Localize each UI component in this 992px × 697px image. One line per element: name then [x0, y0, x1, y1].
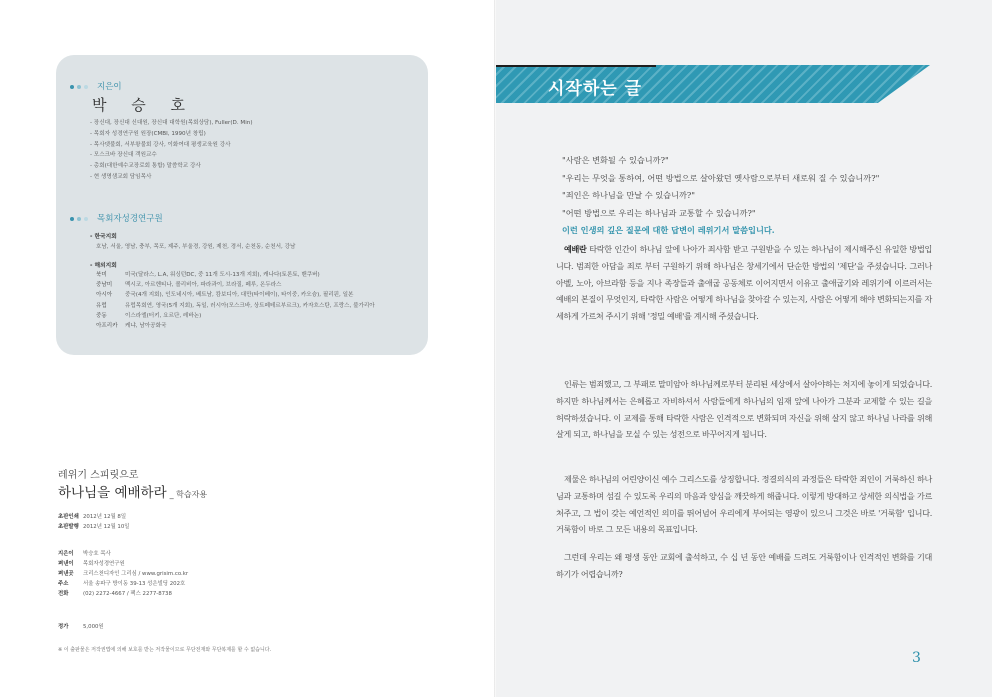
publisher-row: [58, 559, 188, 569]
publisher-value: 박승호 목사: [83, 551, 111, 557]
bullet-dots-icon: [70, 82, 91, 92]
print-key: 초판인쇄: [58, 514, 79, 520]
overseas-row: [96, 290, 375, 300]
publisher-key: 지은이: [58, 551, 74, 557]
domestic-branches-label: - 한국지회: [90, 234, 117, 240]
chapter-title: 시작하는 글: [548, 79, 643, 99]
print-row: [58, 522, 130, 532]
overseas-region: 유럽: [96, 302, 107, 309]
question-line: "우리는 무엇을 통하여, 어떤 방법으로 살아왔던 옛사람으로부터 새로워 질 수 있습니까?": [562, 172, 880, 183]
overseas-region: 중남미: [96, 282, 113, 289]
bio-item: - 장신대, 장신대 신대원, 장신대 대학원(목회상담), Fuller(D. Min): [90, 118, 253, 129]
overseas-branches: 중국(4개 지회), 인도네시아, 베트남, 캄보디아, 대만(타이베이), 타이중, 카오슝), 필리핀, 일본: [125, 292, 354, 299]
question-line: "어떤 방법으로 우리는 하나님과 교통할 수 있습니까?": [562, 207, 756, 218]
question-line: "죄인은 하나님을 만날 수 있습니까?": [562, 190, 696, 200]
publisher-row: [58, 569, 188, 579]
publisher-row: [58, 549, 188, 559]
author-section-title: 지은이: [97, 82, 122, 92]
overseas-branches-list: [96, 270, 375, 331]
price: [58, 622, 104, 630]
bio-item: - 총회(대한예수교장로회 통합) 말씀학교 강사: [90, 161, 253, 172]
overseas-row: [96, 270, 375, 280]
author-section-heading: [70, 80, 122, 92]
bio-item: - 모스크바 장신대 객원교수: [90, 150, 253, 161]
body-paragraph-2: 인류는 범죄했고, 그 부패로 말미암아 하나님께로부터 분리된 세상에서 살아야하는 처지에 놓이게 되었습니다. 하지만 하나님께서는 은혜롭고 자비하셔서 사람들에게 하나님의 임재 앞에 나아가 그분과 교제할 수 있는 길을 허락하셨습니다. 이 교제를 통해 타락한 사람은 인격적으로 변화되며 자신을 위해 살지 않고 하나님 나라를 위해 살게 되고, 하나님을 모실 수 있는 성전으로 바꾸어지게 됩니다.: [556, 379, 932, 440]
overseas-branches: 미국(달라스, L.A, 워싱턴DC, 중 11개 도시-13개 지회), 캐나다(토론토, 밴쿠버): [125, 272, 320, 278]
author-name: 박 승 호: [92, 96, 196, 114]
overseas-region: 중동: [96, 312, 107, 319]
page-number: 3: [912, 650, 921, 666]
bio-item: - 목사댓불회, 서부왕불회 강사, 이화여대 평생교육원 강사: [90, 140, 253, 151]
overseas-row: [96, 301, 375, 311]
price-value: 5,000원: [83, 624, 104, 630]
publisher-info: [58, 549, 188, 599]
print-key: 초판발행: [58, 524, 79, 530]
right-page: [496, 0, 992, 697]
question-answer: 이런 인생의 깊은 질문에 대한 답변이 레위기서 말씀입니다.: [562, 225, 775, 235]
bio-item: - 목회자 성경연구원 원장(CMBI, 1990년 창립): [90, 129, 253, 140]
publisher-value: 크리스천디자인 그리심 / www.grisim.co.kr: [83, 571, 189, 577]
book-series: 레위기 스피릿으로: [58, 470, 139, 481]
overseas-region: 아프리카: [96, 323, 118, 330]
book-title-suffix: _ 학습자용: [169, 490, 208, 499]
overseas-branches-label: - 해외지회: [90, 263, 117, 269]
header-rule: [496, 65, 656, 67]
bullet-dots-icon: [70, 214, 91, 224]
publisher-row: [58, 579, 188, 589]
publisher-key: 펴낸곳: [58, 571, 74, 577]
price-key: 정가: [58, 624, 69, 630]
print-row: [58, 512, 130, 522]
publisher-value: 목회자성경연구원: [83, 561, 125, 567]
paragraph-lead-word: 예배란: [564, 244, 587, 254]
body-paragraph-3: 제물은 하나님의 어린양이신 예수 그리스도를 상징합니다. 정결의식의 과정들은 타락한 죄인이 거룩하신 하나님과 교통하며 섬길 수 있도록 우리의 마음과 양심을 깨끗하게 해줍니다. 이렇게 방대하고 상세한 의식법을 가르쳐주고, 그 법이 갖는 예언적인 의미를 뛰어넘어 우리에게 부어되는 영광이 있으니 그것은 바로 '거룩함' 입니다. 거룩함이 바로 그 모든 내용의 목표입니다.: [556, 474, 932, 535]
overseas-branches: 케냐, 남아공화국: [125, 323, 167, 330]
overseas-region: 아시아: [96, 292, 113, 299]
org-section-title: 목회자성경연구원: [97, 214, 163, 224]
bio-item: - 현 생명샘교회 담임목사: [90, 172, 253, 183]
print-info: [58, 512, 130, 532]
author-bio-list: [90, 118, 253, 183]
overseas-branches: 멕시코, 아르헨티나, 볼리비아, 파라과이, 브라질, 페루, 온두라스: [125, 282, 282, 289]
copyright-notice: ※ 이 출판물은 저작권법에 의해 보호를 받는 저작물이므로 무단전재와 무단복제를 할 수 없습니다.: [58, 647, 272, 653]
overseas-branches: 이스라엘(터키, 요르단, 레바논): [125, 312, 202, 319]
body-paragraph-4: 그런데 우리는 왜 평생 동안 교회에 출석하고, 수 십 년 동안 예배를 드려도 거룩함이나 인격적인 변화를 기대하기가 어렵습니까?: [556, 552, 932, 579]
overseas-row: [96, 321, 375, 331]
org-section-heading: [70, 212, 163, 224]
publisher-value: 서울 송파구 방이동 39-13 성은빌딩 202호: [83, 581, 186, 587]
overseas-row: [96, 280, 375, 290]
overseas-region: 북미: [96, 272, 107, 278]
publisher-row: [58, 589, 188, 599]
publisher-key: 전화: [58, 591, 69, 597]
book-title: [58, 481, 207, 501]
domestic-regions: 호남, 서울, 영남, 충부, 목포, 제주, 부울경, 강원, 제천, 경서, 순천동, 순천서, 강남: [96, 244, 296, 250]
overseas-branches: 유럽목회연, 영국(5개 지회), 독일, 러시아(모스크바, 상트페테르부르크), 카자흐스탄, 프랑스, 불가리아: [125, 302, 375, 309]
opening-questions: [562, 152, 879, 240]
question-line: "사람은 변화될 수 있습니까?": [562, 155, 669, 165]
paragraph-text: 타락한 인간이 하나님 앞에 나아가 죄사함 받고 구원받을 수 있는 하나님이 제시해주신 유일한 방법입니다. 범죄한 아담을 죄로 부터 구원하기 위해 하나님은 창세기에서 단순한 방법의 '제단'을 주셨습니다. 그러나 아벨, 노아, 아브라함 등을 지나 족장들과 출애굽 공동체로 이어지면서 이유고 출애굽기와 레위기에 이르러서는 예배의 본질이 무엇인지, 타락한 사람은 어떻게 하나님을 찾아갈 수 있는지, 사람은 어떻게 해야 변화되는지를 자세하게 가르쳐 주시기 위해 '정밀 예배'를 계시해 주셨습니다.: [556, 244, 932, 322]
book-title-main: 하나님을 예배하라: [58, 485, 167, 501]
body-paragraph-1: [556, 241, 932, 325]
print-value: 2012년 12월 8일: [83, 514, 127, 520]
publisher-key: 펴낸이: [58, 561, 74, 567]
publisher-key: 주소: [58, 581, 69, 587]
overseas-row: [96, 311, 375, 321]
print-value: 2012년 12월 10일: [83, 524, 130, 530]
publisher-value: (02) 2272-4667 / 팩스 2277-8738: [83, 591, 172, 597]
